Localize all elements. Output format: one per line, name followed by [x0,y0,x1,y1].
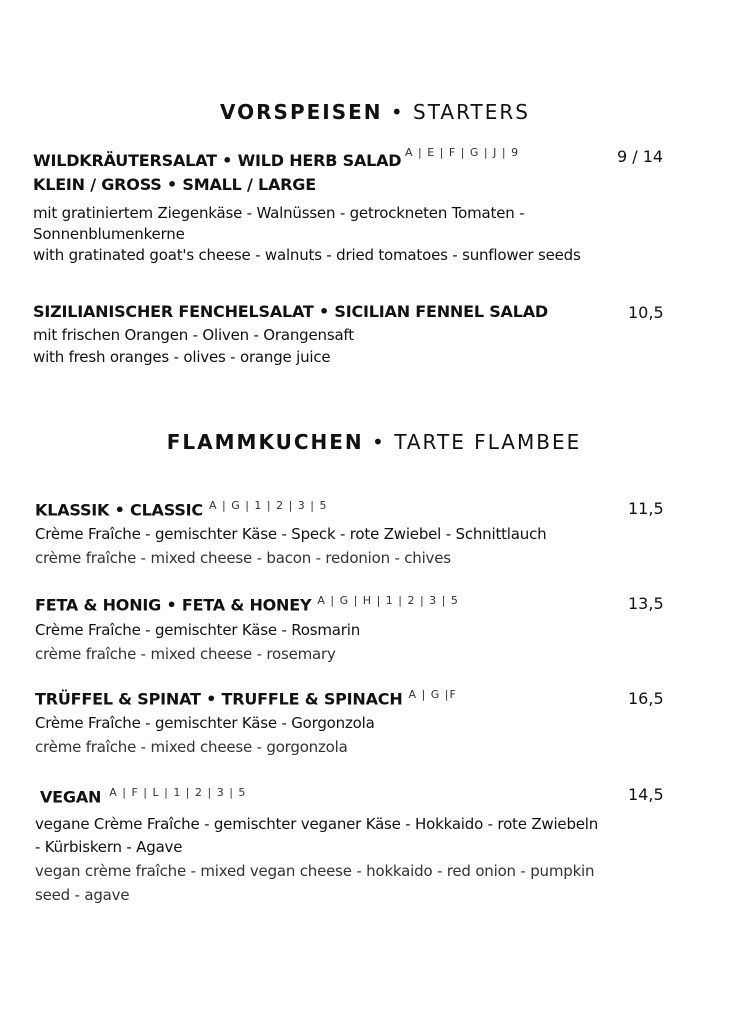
section-title-separator: • [363,430,395,454]
menu-item-name [35,499,328,519]
menu-item-description-en: with gratinated goat's cheese - walnuts - dried tomatoes - sunflower seeds [33,246,581,264]
menu-item-name [35,688,457,708]
menu-item-name [40,786,246,806]
menu-item-name [35,594,459,614]
menu-item-price: 14,5 [628,785,664,804]
menu-item-size-options: KLEIN / GROSS • SMALL / LARGE [33,175,316,194]
menu-item-price: 13,5 [628,594,664,613]
menu-item-price: 16,5 [628,689,664,708]
allergen-codes: A | G |F [408,688,457,701]
allergen-codes: A | G | 1 | 2 | 3 | 5 [208,499,328,512]
menu-item-price: 11,5 [628,499,664,518]
allergen-codes: A | E | F | G | J | 9 [405,146,520,159]
menu-item-description-en: crème fraîche - mixed cheese - gorgonzola [35,738,348,756]
menu-item-name-text: VEGAN [40,787,102,807]
section-title-en: STARTERS [413,100,530,124]
section-title-starters [0,100,750,124]
section-title-en: TARTE FLAMBEE [394,430,582,454]
menu-item-description-de: Crème Fraîche - gemischter Käse - Speck - rote Zwiebel - Schnittlauch [35,525,547,543]
menu-item-name-text: FETA & HONIG • FETA & HONEY [35,595,312,615]
section-title-de: VORSPEISEN [220,100,383,124]
menu-item-name: WILDKRÄUTERSALAT • WILD HERB SALAD [33,151,402,170]
menu-item-description-en: crème fraîche - mixed cheese - bacon - redonion - chives [35,549,451,567]
menu-item-name-text: TRÜFFEL & SPINAT • TRUFFLE & SPINACH [35,689,403,709]
allergen-codes: A | G | H | 1 | 2 | 3 | 5 [317,594,459,607]
allergen-codes: A | F | L | 1 | 2 | 3 | 5 [109,786,247,799]
menu-item-description-de: mit gratiniertem Ziegenkäse - Walnüssen - getrockneten Tomaten - Sonnenblumenkerne [33,204,525,243]
menu-item-description-de: Crème Fraîche - gemischter Käse - Rosmarin [35,621,361,639]
menu-item-description-en: crème fraîche - mixed cheese - rosemary [35,645,336,663]
menu-item-description-de: mit frischen Orangen - Oliven - Orangensaft [33,326,354,344]
menu-item-price: 10,5 [628,303,664,322]
section-title-flammkuchen [0,430,749,454]
menu-item-description-de: Crème Fraîche - gemischter Käse - Gorgonzola [35,714,375,732]
menu-item-name: SIZILIANISCHER FENCHELSALAT • SICILIAN FENNEL SALAD [33,302,548,321]
menu-item-price: 9 / 14 [617,147,664,166]
section-title-separator: • [382,100,414,124]
menu-item-name-text: KLASSIK • CLASSIC [35,500,203,520]
menu-item-description-en: vegan crème fraîche - mixed vegan cheese - hokkaido - red onion - pumpkin seed - agave [35,862,595,904]
menu-item-description-en: with fresh oranges - olives - orange juice [33,348,331,366]
menu-item-description-de: vegane Crème Fraîche - gemischter veganer Käse - Hokkaido - rote Zwiebeln - Kürbiskern - Agave [35,815,599,856]
section-title-de: FLAMMKUCHEN [166,430,364,454]
